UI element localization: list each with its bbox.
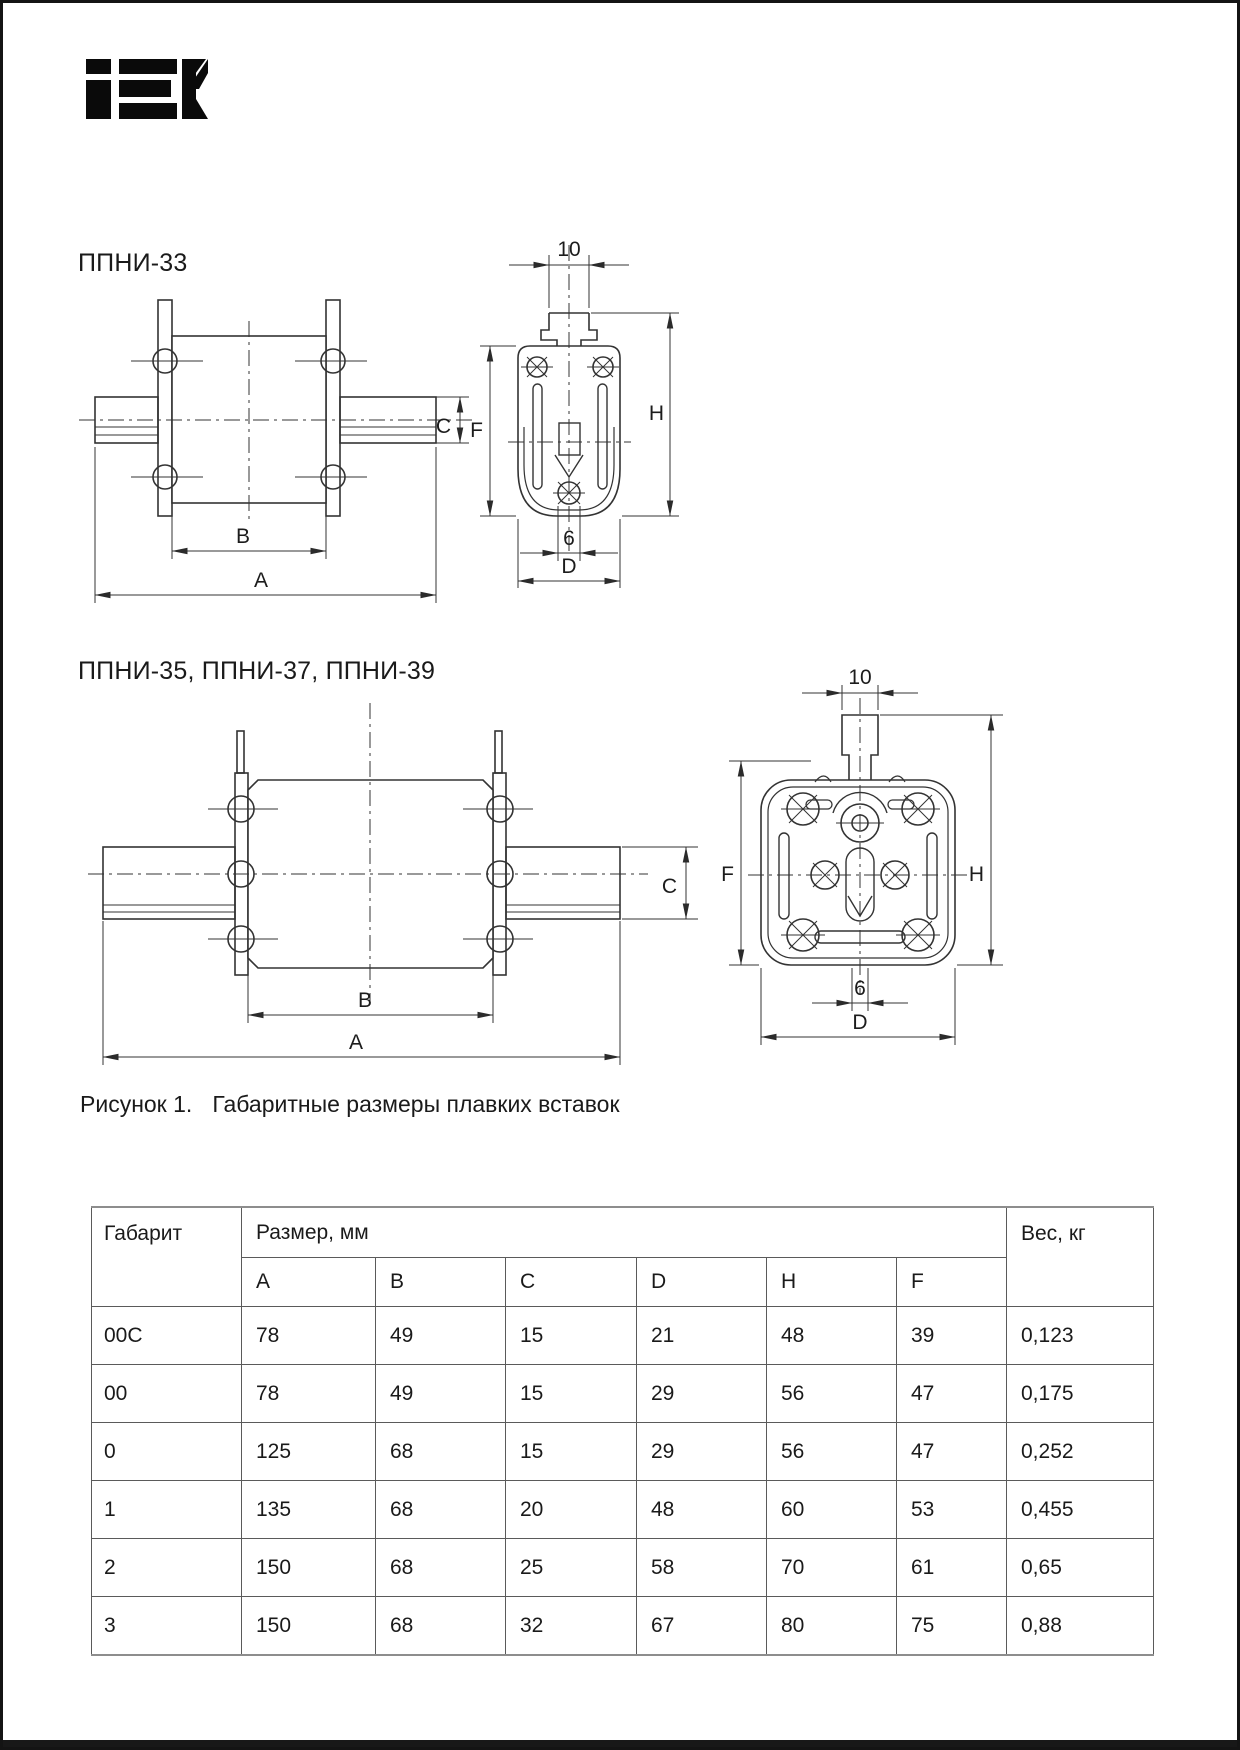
table-subheader-row [92, 1258, 1154, 1307]
page-footer-bar [3, 1740, 1237, 1747]
fig2-dim-f: F [721, 863, 734, 886]
fig2-dim-d: D [852, 1011, 868, 1034]
fig1-left-blade [158, 300, 172, 516]
fig2-dim-10: 10 [848, 666, 872, 689]
cell-b: 49 [376, 1307, 506, 1365]
cell-f: 53 [897, 1481, 1007, 1539]
cell-d: 58 [637, 1539, 767, 1597]
fig1-dim-d: D [561, 555, 577, 578]
cell-b: 49 [376, 1365, 506, 1423]
cell-c: 15 [506, 1365, 637, 1423]
figure1-title: ППНИ-33 [78, 249, 188, 277]
cell-size: 3 [92, 1597, 242, 1656]
fig2-front-view [729, 685, 1003, 1045]
cell-c: 15 [506, 1423, 637, 1481]
cell-d: 29 [637, 1365, 767, 1423]
table-subheader-h: H [767, 1258, 897, 1307]
cell-h: 60 [767, 1481, 897, 1539]
table-row [92, 1365, 1154, 1423]
cell-a: 150 [242, 1597, 376, 1656]
figure2-title: ППНИ-35, ППНИ-37, ППНИ-39 [78, 657, 436, 685]
cell-f: 61 [897, 1539, 1007, 1597]
cell-b: 68 [376, 1481, 506, 1539]
table-row [92, 1307, 1154, 1365]
fig1-dim-c: C [435, 415, 451, 438]
cell-weight: 0,455 [1007, 1481, 1154, 1539]
cell-h: 70 [767, 1539, 897, 1597]
fig2-dim-h: H [968, 863, 984, 886]
fig1-dim-a: A [253, 569, 269, 592]
cell-size: 2 [92, 1539, 242, 1597]
cell-b: 68 [376, 1539, 506, 1597]
cell-c: 20 [506, 1481, 637, 1539]
cell-h: 56 [767, 1423, 897, 1481]
cell-d: 21 [637, 1307, 767, 1365]
cell-c: 32 [506, 1597, 637, 1656]
table-header-size: Габарит [92, 1207, 242, 1307]
table-subheader-f: F [897, 1258, 1007, 1307]
fig1-screw-holes [521, 357, 619, 504]
table-header-weight: Вес, кг [1007, 1207, 1154, 1307]
table-subheader-a: A [242, 1258, 376, 1307]
fig1-front-centerlines [508, 245, 631, 555]
cell-a: 125 [242, 1423, 376, 1481]
cell-d: 29 [637, 1423, 767, 1481]
cell-d: 67 [637, 1597, 767, 1656]
cell-c: 25 [506, 1539, 637, 1597]
fig2-dim-c: C [661, 875, 677, 898]
cell-h: 48 [767, 1307, 897, 1365]
figure-caption [80, 1091, 620, 1118]
fig2-front-centerlines [748, 698, 968, 995]
fig1-slots [533, 384, 607, 489]
table-header-dimensions: Размер, мм [242, 1207, 1007, 1258]
cell-b: 68 [376, 1423, 506, 1481]
fig1-dim-6: 6 [563, 527, 575, 550]
figure-caption-text: Габаритные размеры плавких вставок [212, 1091, 620, 1117]
fig2-dim-a: A [348, 1031, 364, 1054]
fig1-dim-b: B [235, 525, 251, 548]
cell-h: 80 [767, 1597, 897, 1656]
cell-weight: 0,65 [1007, 1539, 1154, 1597]
table-row [92, 1423, 1154, 1481]
table-row [92, 1597, 1154, 1656]
fig1-dim-f: F [470, 419, 483, 442]
cell-c: 15 [506, 1307, 637, 1365]
fig2-dim-6: 6 [854, 977, 866, 1000]
cell-a: 78 [242, 1307, 376, 1365]
cell-a: 78 [242, 1365, 376, 1423]
cell-f: 47 [897, 1423, 1007, 1481]
fig2-side-view [88, 703, 698, 1065]
cell-d: 48 [637, 1481, 767, 1539]
cell-f: 75 [897, 1597, 1007, 1656]
cell-size: 00 [92, 1365, 242, 1423]
cell-weight: 0,252 [1007, 1423, 1154, 1481]
cell-size: 0 [92, 1423, 242, 1481]
cell-weight: 0,123 [1007, 1307, 1154, 1365]
cell-weight: 0,88 [1007, 1597, 1154, 1656]
dimensions-table [91, 1206, 1154, 1656]
table-header-row [92, 1207, 1154, 1258]
fig1-dim-h: H [648, 402, 664, 425]
cell-weight: 0,175 [1007, 1365, 1154, 1423]
fig2-front-body [761, 780, 955, 965]
cell-a: 150 [242, 1539, 376, 1597]
cell-f: 39 [897, 1307, 1007, 1365]
fig1-side-view [79, 300, 473, 603]
figure-caption-label: Рисунок 1. [80, 1091, 193, 1117]
cell-size: 1 [92, 1481, 242, 1539]
table-subheader-b: B [376, 1258, 506, 1307]
cell-f: 47 [897, 1365, 1007, 1423]
table-subheader-d: D [637, 1258, 767, 1307]
cell-b: 68 [376, 1597, 506, 1656]
table-row [92, 1539, 1154, 1597]
fig2-slots [779, 833, 937, 943]
fig2-dim-b: B [357, 989, 373, 1012]
cell-a: 135 [242, 1481, 376, 1539]
cell-size: 00C [92, 1307, 242, 1365]
cell-h: 56 [767, 1365, 897, 1423]
table-subheader-c: C [506, 1258, 637, 1307]
table-row [92, 1481, 1154, 1539]
fig1-right-blade [326, 300, 340, 516]
fig2-front-dimensions [729, 685, 1003, 1045]
fig1-dim-10: 10 [557, 238, 581, 261]
